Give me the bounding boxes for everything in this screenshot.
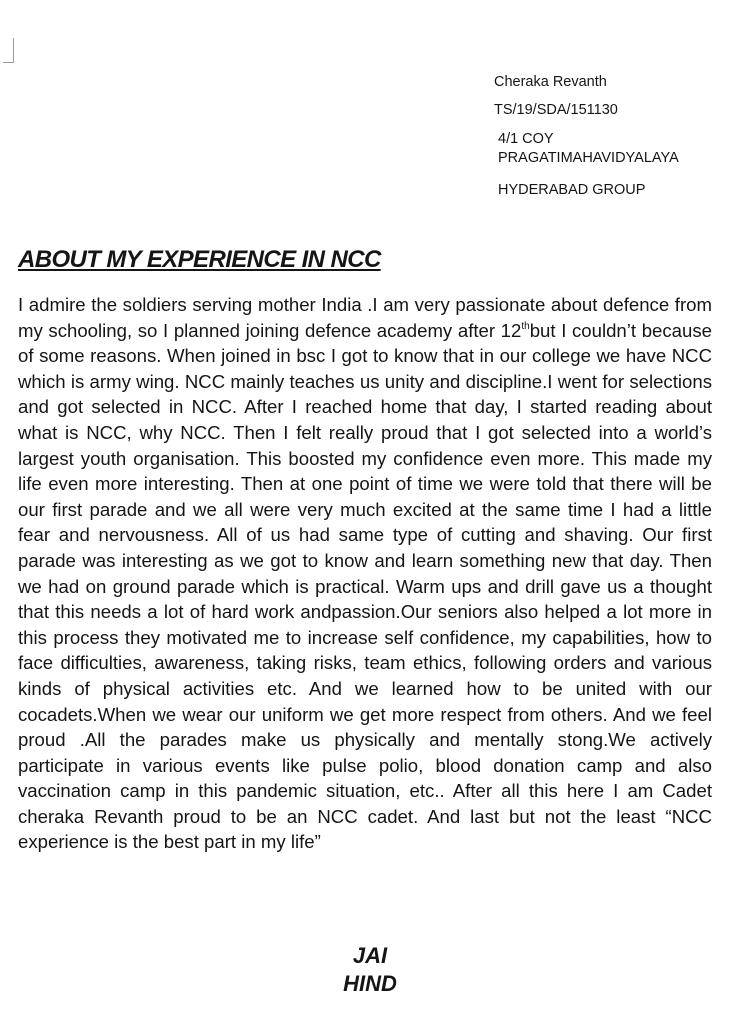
closing-line-2: HIND bbox=[343, 971, 397, 996]
closing-salutation bbox=[330, 942, 410, 998]
essay-body bbox=[18, 292, 712, 855]
company-label: 4/1 COY bbox=[498, 131, 554, 147]
cadet-regimental-number: TS/19/SDA/151130 bbox=[494, 102, 618, 118]
closing-line-1: JAI bbox=[352, 943, 388, 968]
ordinal-superscript: th bbox=[521, 320, 530, 332]
essay-title: ABOUT MY EXPERIENCE IN NCC bbox=[18, 246, 381, 273]
cadet-name: Cheraka Revanth bbox=[494, 74, 607, 90]
page-corner-marker bbox=[3, 38, 14, 63]
group-name: HYDERABAD GROUP bbox=[498, 182, 646, 198]
college-name: PRAGATIMAHAVIDYALAYA bbox=[498, 150, 679, 166]
essay-body-part-2: but I couldn’t because of some reasons. When joined in bsc I got to know that in our college we have NCC which is army wing. NCC mainly teaches us unity and discipline.I went for selections and got selected in NCC. After I reached home that day, I started reading about what is NCC, why NCC. Then I felt really proud that I got selected into a world’s largest youth organisation. This boosted my confidence even more. This made my life even more interesting. Then at one point of time we were told that there will be our first parade and we all were very much excited at the same time I had a little fear and nervousness. All of us had same type of cutting and shaving. Our first parade was interesting as we got to know and learn something new that day. Then we had on ground parade which is practical. Warm ups and drill gave us a thought that this needs a lot of hard work andpassion.Our seniors also helped a lot more in this process they motivated me to increase self confidence, my capabilities, how to face difficulties, awareness, taking risks, team ethics, following orders and various kinds of physical activities etc. And we learned how to be united with our cocadets.When we wear our uniform we get more respect from others. And we feel proud .All the parades make us physically and mentally stong.We actively participate in various events like pulse polio, blood donation camp and also vaccination camp in this pandemic situation, etc.. After all this here I am Cadet cheraka Revanth proud to be an NCC cadet. And last but not the least “NCC experience is the best part in my life” bbox=[18, 319, 712, 853]
essay-body-part-1: I admire the soldiers serving mother India .I am very passionate about defence from my schooling, so I planned joining defence academy after 12 bbox=[18, 294, 712, 341]
